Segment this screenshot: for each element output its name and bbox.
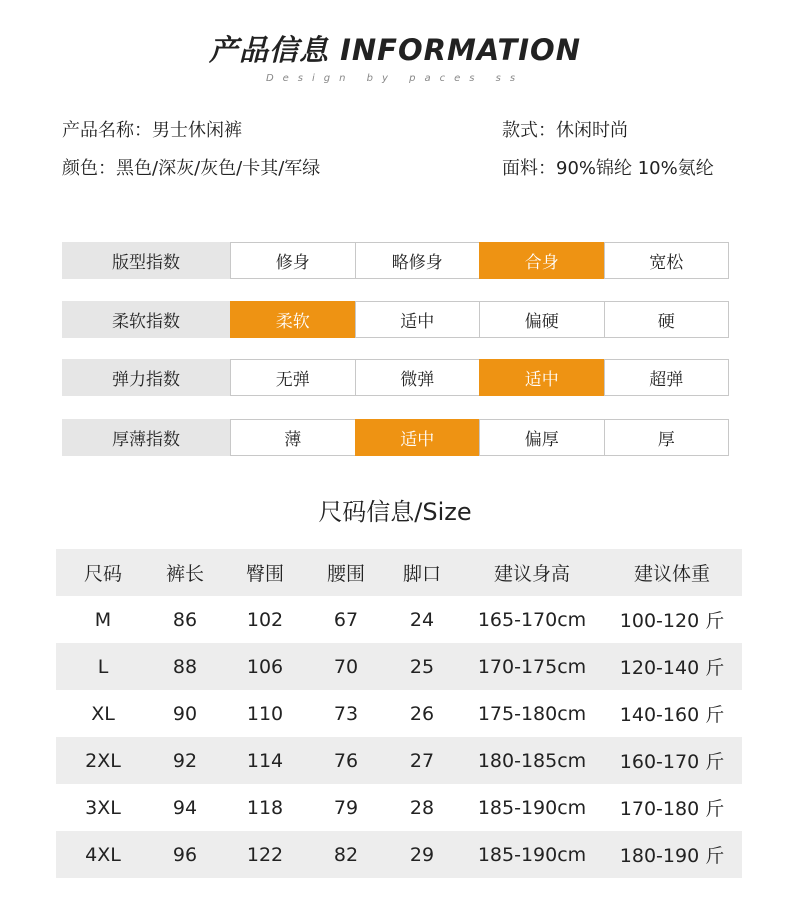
size-table-cell: 120-140 斤 xyxy=(619,657,725,679)
size-table-cell: 170-180 斤 xyxy=(619,798,725,820)
size-table-cell: 185-190cm xyxy=(477,796,587,819)
size-table-cell: 2XL xyxy=(85,749,121,772)
size-table-cell: 180-185cm xyxy=(477,749,587,772)
size-table-cell: 90 xyxy=(172,702,198,725)
index-option-selected: 适中 xyxy=(355,419,481,456)
index-option-selected: 柔软 xyxy=(230,301,356,338)
size-table-cell: 25 xyxy=(409,655,435,678)
size-table-cell: 4XL xyxy=(85,843,121,866)
index-option: 偏厚 xyxy=(479,419,605,456)
size-table-header-cell: 建议体重 xyxy=(633,563,710,585)
size-table-cell: 170-175cm xyxy=(477,655,587,678)
index-row xyxy=(62,242,729,279)
size-table-header-cell: 建议身高 xyxy=(493,563,570,585)
size-table-cell: L xyxy=(97,655,109,678)
size-table-row xyxy=(56,690,742,737)
size-section-title: 尺码信息/Size xyxy=(318,498,472,526)
index-options xyxy=(230,419,729,456)
page-header xyxy=(0,28,790,84)
size-table-row xyxy=(56,643,742,690)
size-table-cell: 82 xyxy=(333,843,359,866)
index-option: 适中 xyxy=(355,301,481,338)
size-table-cell: XL xyxy=(91,702,115,725)
size-table-cell: 67 xyxy=(333,608,359,631)
size-table-header-cell: 腰围 xyxy=(326,563,365,585)
index-option: 超弹 xyxy=(604,359,730,396)
size-table-cell: 185-190cm xyxy=(477,843,587,866)
size-table-cell: 27 xyxy=(409,749,435,772)
size-table-header-cell: 裤长 xyxy=(165,563,204,585)
index-options xyxy=(230,359,729,396)
size-table xyxy=(56,549,742,878)
size-table-header-cell: 尺码 xyxy=(83,563,122,585)
index-options xyxy=(230,242,729,279)
page-title: 产品信息 INFORMATION xyxy=(209,33,581,67)
index-label: 版型指数 xyxy=(62,242,230,279)
size-table-cell: 79 xyxy=(333,796,359,819)
size-table-cell: 92 xyxy=(172,749,198,772)
size-table-cell: 100-120 斤 xyxy=(619,610,725,632)
size-table-row xyxy=(56,737,742,784)
product-name: 产品名称：男士休闲裤 xyxy=(62,120,242,141)
size-table-cell: 94 xyxy=(172,796,198,819)
index-label: 弹力指数 xyxy=(62,359,230,396)
size-table-cell: 70 xyxy=(333,655,359,678)
size-table-cell: 110 xyxy=(246,702,284,725)
size-table-cell: 24 xyxy=(409,608,435,631)
index-option: 厚 xyxy=(604,419,730,456)
size-table-cell: 165-170cm xyxy=(477,608,587,631)
index-options xyxy=(230,301,729,338)
index-option: 微弹 xyxy=(355,359,481,396)
size-table-cell: 3XL xyxy=(85,796,121,819)
size-table-row xyxy=(56,784,742,831)
index-option: 修身 xyxy=(230,242,356,279)
size-table-cell: 29 xyxy=(409,843,435,866)
size-table-cell: 114 xyxy=(246,749,284,772)
size-table-cell: 140-160 斤 xyxy=(619,704,725,726)
index-option-selected: 合身 xyxy=(479,242,605,279)
size-table-cell: 118 xyxy=(246,796,284,819)
size-table-cell: 102 xyxy=(246,608,284,631)
product-material: 面料：90%锦纶 10%氨纶 xyxy=(502,158,714,179)
index-option: 硬 xyxy=(604,301,730,338)
size-table-header-cell: 脚口 xyxy=(402,563,441,585)
size-table-cell: 76 xyxy=(333,749,359,772)
size-table-header-cell: 臀围 xyxy=(245,563,284,585)
index-row xyxy=(62,359,729,396)
page-subtitle: Design by paces ss xyxy=(265,73,525,84)
size-table-cell: 26 xyxy=(409,702,435,725)
size-table-cell: M xyxy=(94,608,112,631)
index-option: 偏硬 xyxy=(479,301,605,338)
index-option: 略修身 xyxy=(355,242,481,279)
size-table-cell: 160-170 斤 xyxy=(619,751,725,773)
product-style: 款式：休闲时尚 xyxy=(502,120,628,141)
size-table-cell: 86 xyxy=(172,608,198,631)
size-table-row xyxy=(56,831,742,878)
size-table-cell: 88 xyxy=(172,655,198,678)
size-table-header xyxy=(56,549,742,596)
size-table-cell: 180-190 斤 xyxy=(619,845,725,867)
index-label: 厚薄指数 xyxy=(62,419,230,456)
index-option: 薄 xyxy=(230,419,356,456)
size-table-cell: 175-180cm xyxy=(477,702,587,725)
size-table-cell: 106 xyxy=(246,655,284,678)
size-table-cell: 73 xyxy=(333,702,359,725)
index-option: 无弹 xyxy=(230,359,356,396)
index-row xyxy=(62,419,729,456)
size-table-row xyxy=(56,596,742,643)
index-label: 柔软指数 xyxy=(62,301,230,338)
product-colors: 颜色：黑色/深灰/灰色/卡其/军绿 xyxy=(62,158,321,179)
index-row xyxy=(62,301,729,338)
size-table-cell: 122 xyxy=(246,843,284,866)
size-table-cell: 28 xyxy=(409,796,435,819)
index-option: 宽松 xyxy=(604,242,730,279)
size-table-cell: 96 xyxy=(172,843,198,866)
index-option-selected: 适中 xyxy=(479,359,605,396)
